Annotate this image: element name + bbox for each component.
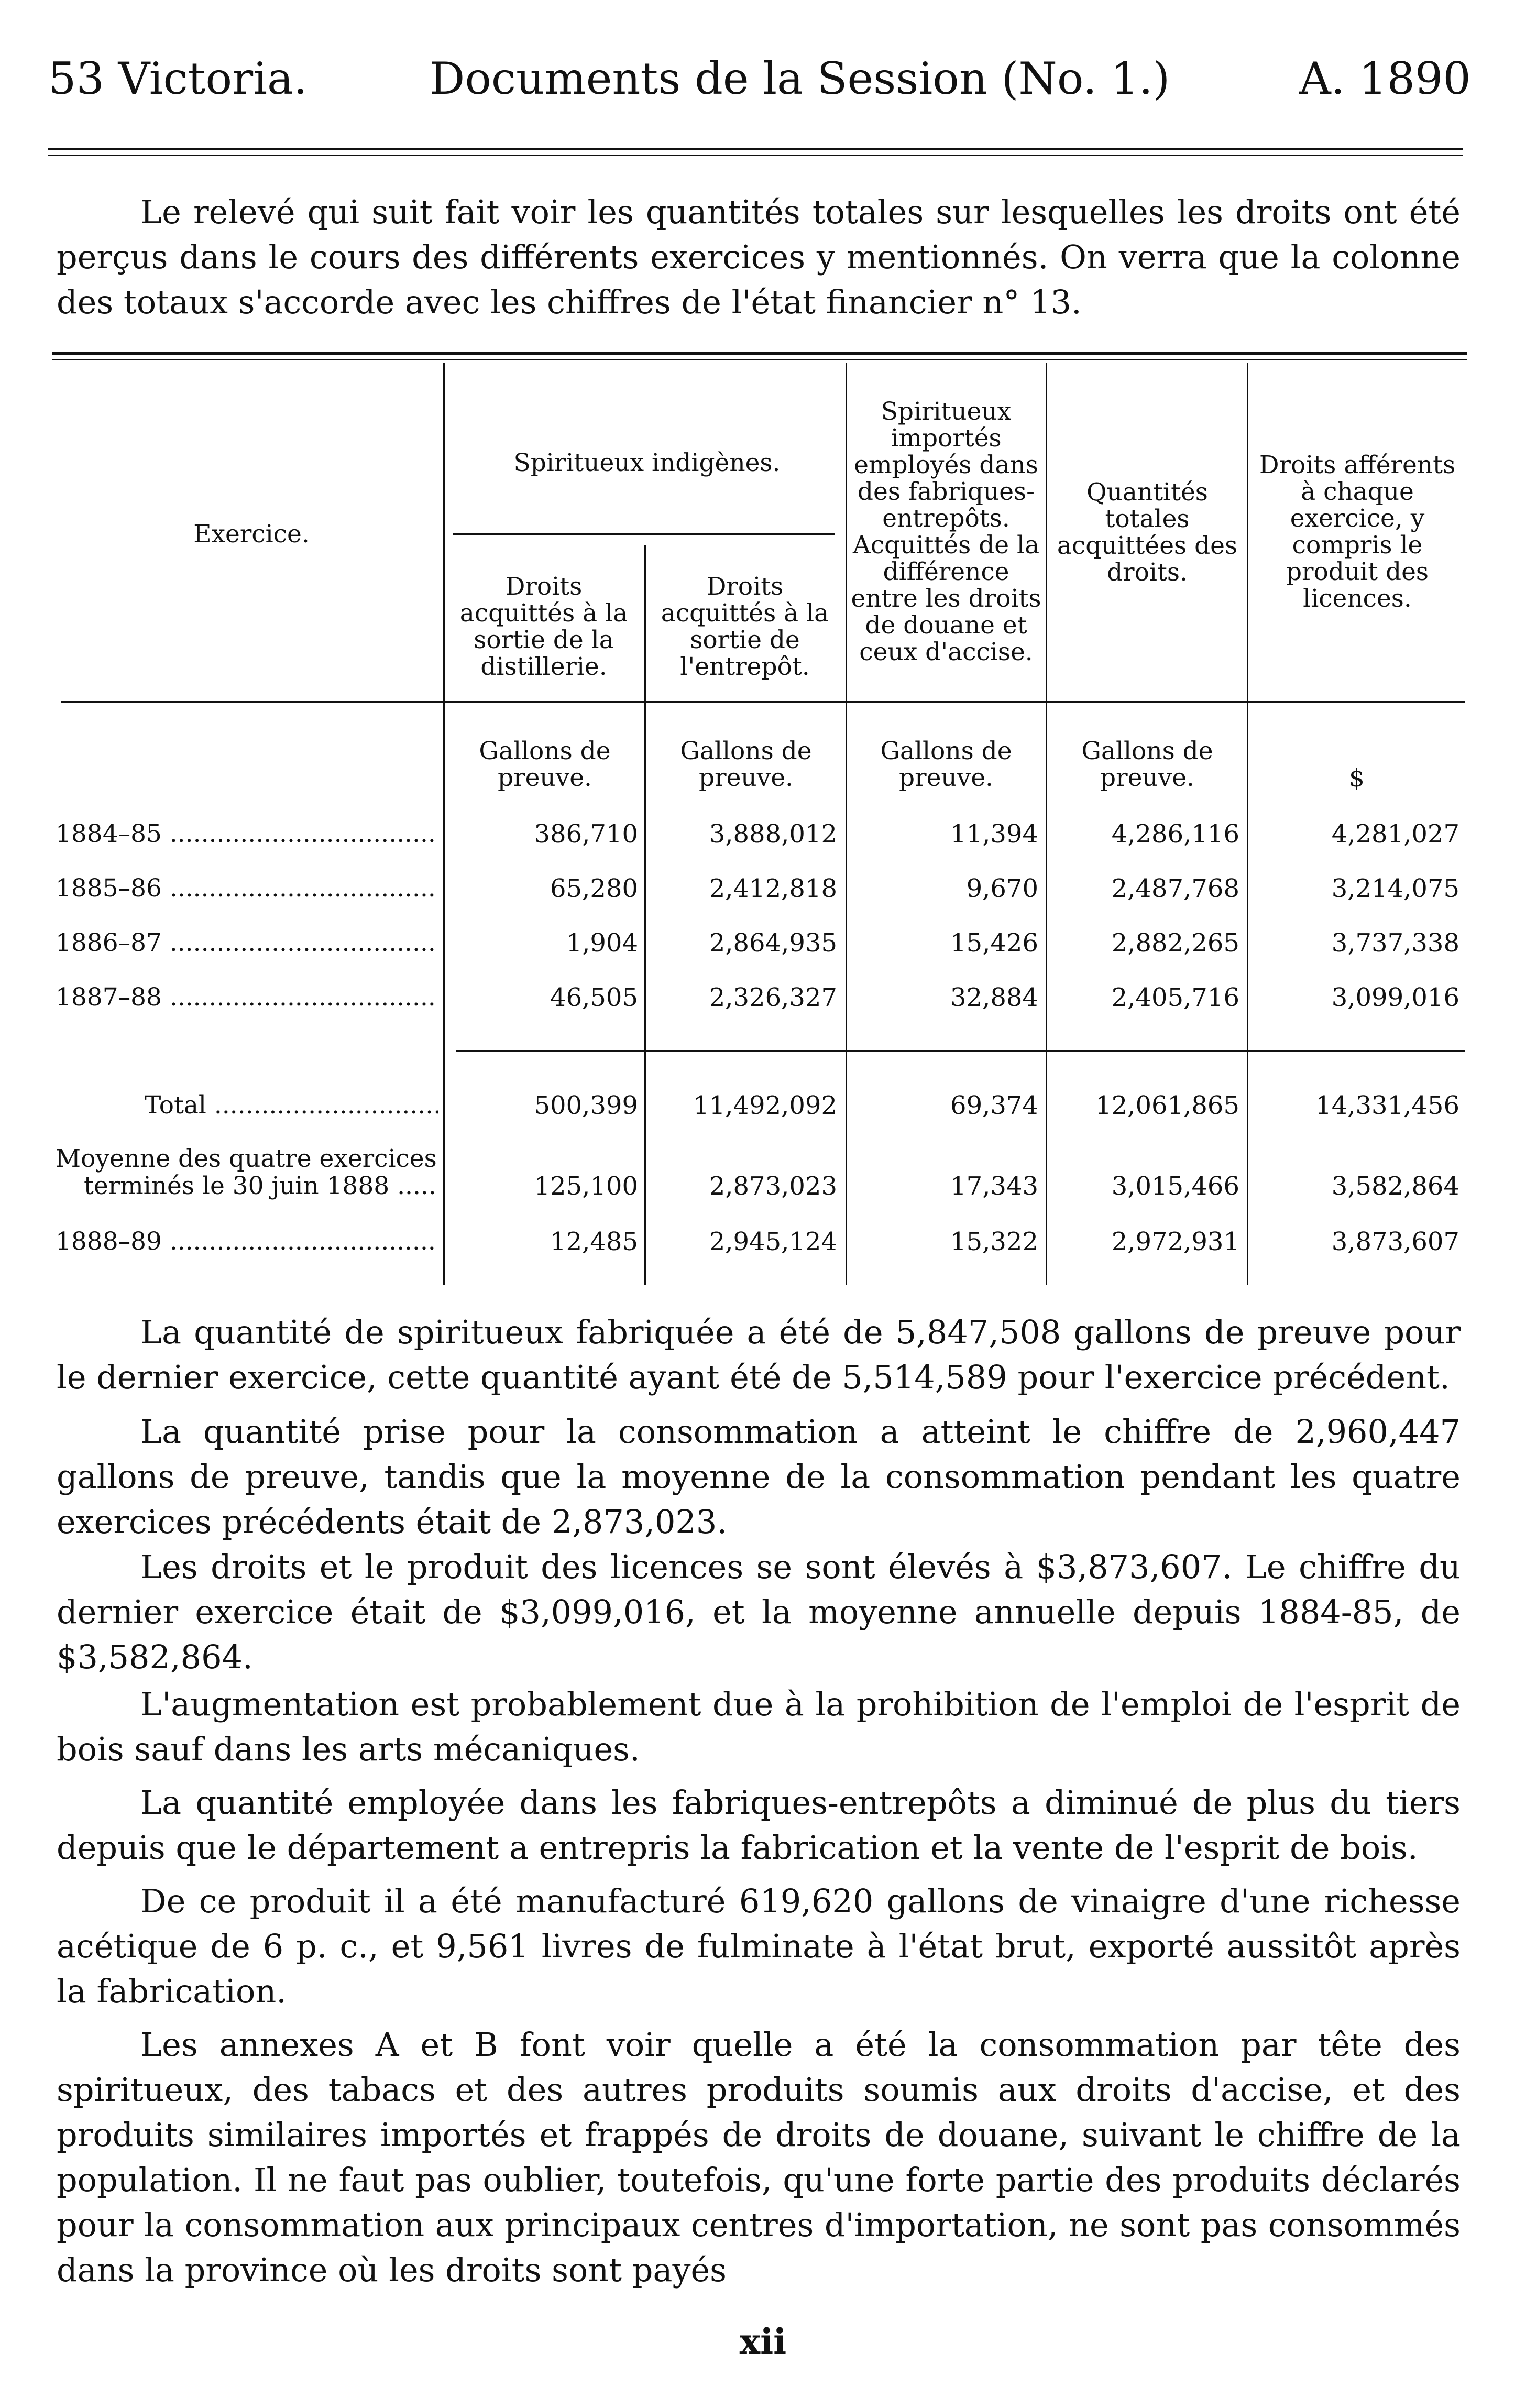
cell-quantites: 2,487,768 [1111,874,1239,903]
row-label: 1885–86 ..... [56,875,438,902]
moyenne-entrepot: 2,873,023 [709,1172,837,1201]
unit-col-5: $ [1349,764,1365,793]
head-droits: Droits afférents à chaque exercice, y compris le produit des licences. [1259,451,1456,613]
col-divider-4 [1046,363,1047,1285]
paragraph-production: La quantité de spiritueux fabriquée a été de 5,847,508 gallons de preuve pour le dernier exercice, cette quantité ayant été de 5,514,589 pour l'exercice précédent. [57,1313,1461,1396]
cell-quantites: 4,286,116 [1111,819,1239,849]
cell-importes: 9,670 [966,874,1038,903]
table-top-rule-thin [52,359,1467,360]
cell-droits: 3,099,016 [1331,983,1459,1012]
paragraph-droits: Les droits et le produit des licences se sont élevés à $3,873,607. Le chiffre du dernier exercice était de $3,099,016, et la moyenne annuelle depuis 1884-85, de $3,582,864. [57,1548,1461,1676]
header-year: A. 1890 [1299,53,1471,104]
row-label: 1886–87 ..... [56,929,438,957]
cell-quantites: 2,405,716 [1111,983,1239,1012]
cell-distillerie: 1,904 [566,928,638,958]
head-distillerie: Droits acquittés à la sortie de la distillerie. [459,572,628,681]
cell-entrepot: 2,326,327 [709,983,837,1012]
head-entrepot: Droits acquittés à la sortie de l'entrepôt. [661,572,829,681]
row-label: 1888–89 ..... [56,1228,438,1255]
intro-paragraph: Le relevé qui suit fait voir les quantités totales sur lesquelles les droits ont été perçus dans le cours des différents exercices y mentionnés. On verra que la colonne des totaux s'accorde avec les chiffres de l'état financier n° 13. [57,193,1461,321]
moyenne-label-line1: Moyenne des quatre exercices [56,1145,437,1173]
cell-importes: 15,426 [950,928,1038,958]
cell-distillerie: 386,710 [534,819,638,849]
row-label: 1887–88 ..... [56,984,438,1011]
cell-entrepot: 2,412,818 [709,874,837,903]
unit-col-1: Gallons de preuve. [479,737,611,792]
cell-entrepot: 2,864,935 [709,928,837,958]
cell-entrepot: 3,888,012 [709,819,837,849]
paragraph-consommation: La quantité prise pour la consommation a atteint le chiffre de 2,960,447 gallons de preuve, tandis que la moyenne de la consommation pendant les quatre exercices précédents était de 2,873,023. [57,1413,1461,1541]
unit-col-4: Gallons de preuve. [1081,737,1213,792]
cell-droits: 3,737,338 [1331,928,1459,958]
col-divider-5 [1247,363,1248,1285]
total-distillerie: 500,399 [534,1091,638,1120]
head-quantites: Quantités totales acquittées des droits. [1057,478,1238,587]
cell-distillerie: 12,485 [550,1227,638,1256]
col-divider-2 [644,545,646,1285]
cell-droits: 4,281,027 [1331,819,1459,849]
cell-entrepot: 2,945,124 [709,1227,837,1256]
total-rule [456,1050,1465,1052]
unit-col-3: Gallons de preuve. [880,737,1012,792]
cell-droits: 3,873,607 [1331,1227,1459,1256]
total-droits: 14,331,456 [1315,1091,1459,1120]
cell-importes: 15,322 [950,1227,1038,1256]
table-top-rule [52,352,1467,355]
cell-droits: 3,214,075 [1331,874,1459,903]
page-number: xii [739,2321,787,2362]
cell-quantites: 2,882,265 [1111,928,1239,958]
spanner-rule [453,533,835,535]
head-spiritueux-indigenes: Spiritueux indigènes. [513,448,781,477]
total-entrepot: 11,492,092 [693,1091,837,1120]
moyenne-label-line2: terminés le 30 juin 1888 ..... [84,1173,438,1200]
header-rule-top [48,148,1463,150]
paragraph-augmentation: L'augmentation est probablement due à la prohibition de l'emploi de l'esprit de bois sauf dans les arts mécaniques. [57,1685,1461,1768]
col-divider-3 [846,363,847,1285]
paragraph-annexes: Les annexes A et B font voir quelle a été la consommation par tête des spiritueux, des tabacs et des autres produits soumis aux droits d'accise, et des produits similaires importés et frappés de droits de douane, suivant le chiffre de la population. Il ne faut pas oublier, toutefois, qu'une forte partie des produits déclarés pour la consommation aux principaux centres d'importation, ne sont pas consommés dans la province où les droits sont payés [57,2026,1461,2289]
moyenne-quantites: 3,015,466 [1111,1172,1239,1201]
header-rule-bottom [48,155,1463,156]
cell-importes: 32,884 [950,983,1038,1012]
total-importes: 69,374 [950,1091,1038,1120]
moyenne-distillerie: 125,100 [534,1172,638,1201]
cell-distillerie: 65,280 [550,874,638,903]
total-label: Total ..... [145,1092,438,1119]
head-bottom-rule [61,701,1465,703]
head-exercice: Exercice. [193,520,310,549]
moyenne-importes: 17,343 [950,1172,1038,1201]
paragraph-fabriques: La quantité employée dans les fabriques-entrepôts a diminué de plus du tiers depuis que le département a entrepris la fabrication et la vente de l'esprit de bois. [57,1783,1461,1867]
cell-quantites: 2,972,931 [1111,1227,1239,1256]
header-session: 53 Victoria. [48,53,308,104]
header-title: Documents de la Session (No. 1.) [430,53,1170,104]
unit-col-2: Gallons de preuve. [680,737,812,792]
col-divider-1 [443,363,445,1285]
cell-distillerie: 46,505 [550,983,638,1012]
head-importes: Spiritueux importés employés dans des fabriques-entrepôts. Acquittés de la différence entre les droits de douane et ceux d'accise. [851,397,1041,666]
paragraph-vinaigre: De ce produit il a été manufacturé 619,620 gallons de vinaigre d'une richesse acétique de 6 p. c., et 9,561 livres de fulminate à l'état brut, exporté aussitôt après la fabrication. [57,1882,1461,2010]
total-quantites: 12,061,865 [1095,1091,1239,1120]
cell-importes: 11,394 [950,819,1038,849]
moyenne-droits: 3,582,864 [1331,1172,1459,1201]
row-label: 1884–85 ..... [56,820,438,848]
